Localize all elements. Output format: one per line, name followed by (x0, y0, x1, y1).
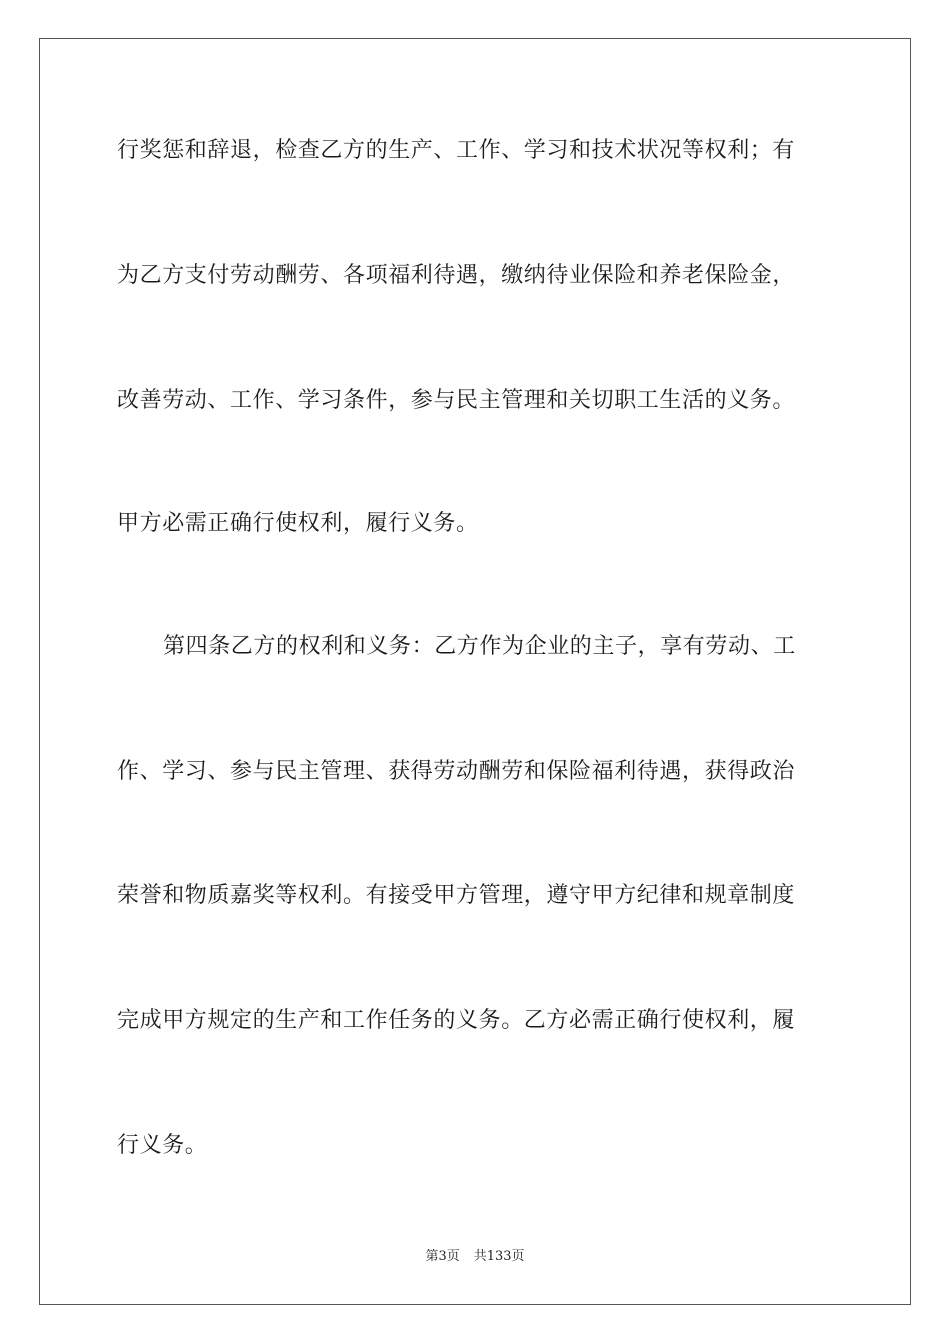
paragraph-line: 荣誉和物质嘉奖等权利。有接受甲方管理，遵守甲方纪律和规章制度 (117, 883, 796, 908)
paragraph-line: 完成甲方规定的生产和工作任务的义务。乙方必需正确行使权利，履 (117, 1008, 796, 1033)
paragraph-line-indented: 第四条乙方的权利和义务：乙方作为企业的主子，享有劳动、工 (163, 634, 796, 659)
paragraph-line: 行奖惩和辞退，检查乙方的生产、工作、学习和技术状况等权利；有 (117, 138, 796, 163)
page-total: 共133页 (473, 1249, 525, 1264)
page-footer (0, 1248, 950, 1266)
page-border (39, 38, 911, 1305)
paragraph-line: 行义务。 (117, 1133, 208, 1158)
paragraph-line: 作、学习、参与民主管理、获得劳动酬劳和保险福利待遇，获得政治 (117, 759, 796, 784)
paragraph-line: 甲方必需正确行使权利，履行义务。 (117, 511, 479, 536)
page-number: 第3页 (425, 1249, 460, 1264)
paragraph-line: 为乙方支付劳动酬劳、各项福利待遇，缴纳待业保险和养老保险金， (117, 263, 796, 288)
paragraph-line: 改善劳动、工作、学习条件，参与民主管理和关切职工生活的义务。 (117, 388, 796, 413)
